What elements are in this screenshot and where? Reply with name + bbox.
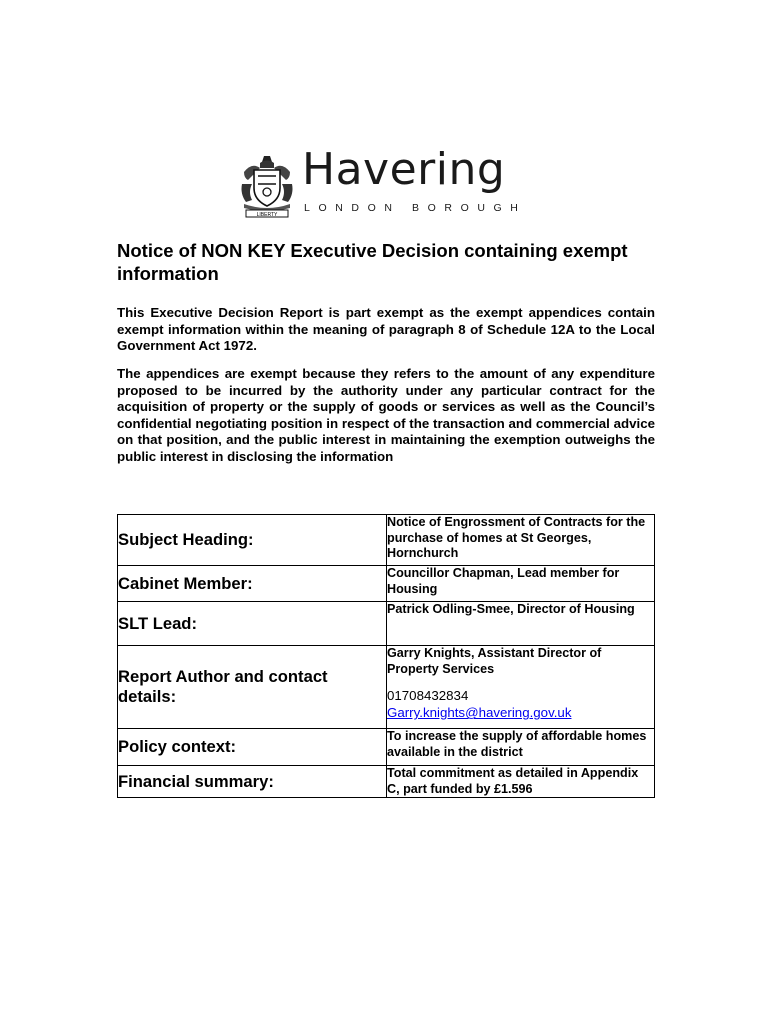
policy-context-label: Policy context: — [118, 729, 387, 766]
cabinet-member-label: Cabinet Member: — [118, 566, 387, 602]
notice-title: Notice of NON KEY Executive Decision containing exempt information — [117, 240, 628, 284]
exempt-paragraph-1: This Executive Decision Report is part exempt as the exempt appendices contain exempt information within the meaning of paragraph 8 of Schedule 12A to the Local Government Act 1972. — [117, 305, 655, 354]
report-author-cell — [387, 646, 655, 729]
table-row-policy-context — [118, 729, 655, 766]
report-author-email-link[interactable]: Garry.knights@havering.gov.uk — [387, 705, 572, 721]
cabinet-member-value: Councillor Chapman, Lead member for Housing — [387, 566, 655, 602]
logo-wordmark: Havering — [302, 144, 506, 195]
report-author-value: Garry Knights, Assistant Director of Property Services — [387, 646, 602, 676]
financial-summary-label: Financial summary: — [118, 766, 387, 798]
table-row-financial-summary — [118, 766, 655, 798]
svg-text:LIBERTY: LIBERTY — [256, 212, 278, 218]
report-author-label: Report Author and contact details: — [118, 646, 387, 729]
subject-heading-value: Notice of Engrossment of Contracts for the purchase of homes at St Georges, Hornchurch — [387, 515, 655, 566]
slt-lead-value: Patrick Odling-Smee, Director of Housing — [387, 602, 655, 646]
subject-heading-label: Subject Heading: — [118, 515, 387, 566]
decision-summary-table — [117, 514, 655, 798]
table-row-cabinet-member — [118, 566, 655, 602]
crest-icon — [238, 154, 296, 218]
table-row-report-author — [118, 646, 655, 729]
slt-lead-label: SLT Lead: — [118, 602, 387, 646]
policy-context-value: To increase the supply of affordable homes available in the district — [387, 729, 655, 766]
table-row-slt-lead — [118, 602, 655, 646]
report-author-phone: 01708432834 — [387, 688, 469, 704]
exempt-paragraph-2: The appendices are exempt because they refers to the amount of any expenditure proposed to be incurred by the authority under any particular contract for the acquisition of property or the supply of goods or services as well as the Council’s confidential negotiating position in respect of the transaction and commercial advice on that position, and the public interest in maintaining the exemption outweighs the public interest in disclosing the information — [117, 366, 655, 464]
havering-logo — [238, 144, 528, 222]
table-row-subject-heading — [118, 515, 655, 566]
financial-summary-value: Total commitment as detailed in Appendix C, part funded by £1.596 — [387, 766, 655, 798]
logo-subtitle: LONDON BOROUGH — [304, 202, 527, 214]
